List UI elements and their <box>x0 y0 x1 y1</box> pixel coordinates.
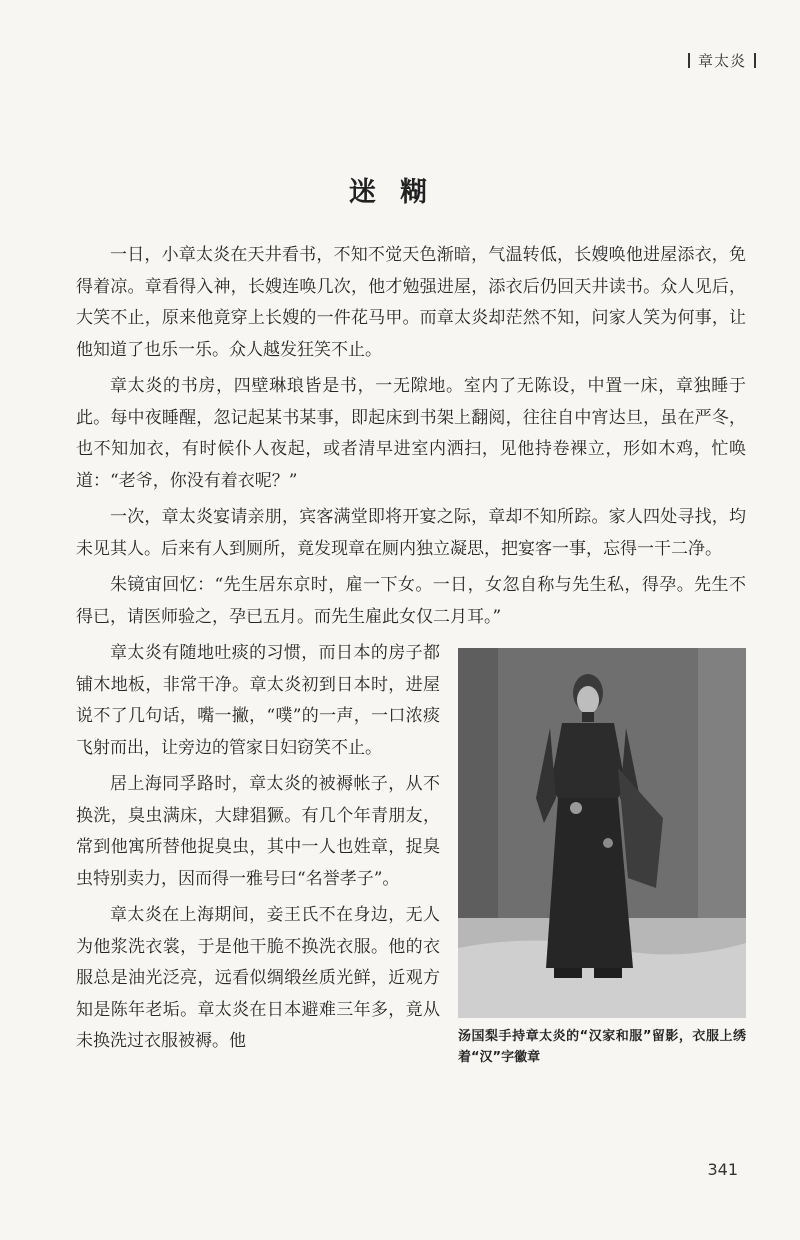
paragraph-1: 一日，小章太炎在天井看书，不知不觉天色渐暗，气温转低，长嫂唤他进屋添衣，免得着凉。章看得入神，长嫂连唤几次，他才勉强进屋，添衣后仍回天井读书。众人见后，大笑不止，原来他竟穿上长嫂的一件花马甲。而章太炎却茫然不知，问家人笑为何事，让他知道了也乐一乐。众人越发狂笑不止。 <box>76 245 746 360</box>
figure-caption: 汤国梨手持章太炎的“汉家和服”留影，衣服上绣着“汉”字徽章 <box>458 1029 746 1065</box>
paragraph-5: 章太炎有随地吐痰的习惯，而日本的房子都铺木地板，非常干净。章太炎初到日本时，进屋说不了几句话，嘴一撇，“噗”的一声，一口浓痰飞射而出，让旁边的管家日妇窃笑不止。 <box>76 643 440 758</box>
body-text <box>76 240 746 1074</box>
portrait-illustration <box>458 648 746 1018</box>
section-title: 迷糊 <box>349 177 451 208</box>
running-head <box>680 50 764 71</box>
figure <box>458 648 746 1068</box>
running-head-bar-right <box>754 53 756 68</box>
running-head-title: 章太炎 <box>697 52 746 70</box>
page-number: 341 <box>707 1160 738 1179</box>
paragraph-6: 居上海同孚路时，章太炎的被褥帐子，从不换洗，臭虫满床，大肆猖獗。有几个年青朋友，常到他寓所替他捉臭虫，其中一人也姓章，捉臭虫特别卖力，因而得一雅号曰“名誉孝子”。 <box>76 774 440 889</box>
paragraph-2: 章太炎的书房，四壁琳琅皆是书，一无隙地。室内了无陈设，中置一床，章独睡于此。每中夜睡醒，忽记起某书某事，即起床到书架上翻阅，往往自中宵达旦，虽在严冬，也不知加衣，有时候仆人夜起，或者清早进室内洒扫，见他持卷裸立，形如木鸡，忙唤道：“老爷，你没有着衣呢？” <box>76 376 746 491</box>
paragraph-3: 一次，章太炎宴请亲朋，宾客满堂即将开宴之际，章却不知所踪。家人四处寻找，均未见其人。后来有人到厕所，竟发现章在厕内独立凝思，把宴客一事，忘得一干二净。 <box>76 507 746 559</box>
portrait-photo <box>458 648 746 1018</box>
running-head-bar-left <box>688 53 690 68</box>
paragraph-4: 朱镜宙回忆：“先生居东京时，雇一下女。一日，女忽自称与先生私，得孕。先生不得已，请医师验之，孕已五月。而先生雇此女仅二月耳。” <box>76 575 746 627</box>
paragraph-7: 章太炎在上海期间，妾王氏不在身边，无人为他浆洗衣裳，于是他干脆不换洗衣服。他的衣服总是油光泛亮，远看似绸缎丝质光鲜，近观方知是陈年老垢。章太炎在日本避难三年多，竟从未换洗过衣服被褥。他 <box>76 905 440 1051</box>
